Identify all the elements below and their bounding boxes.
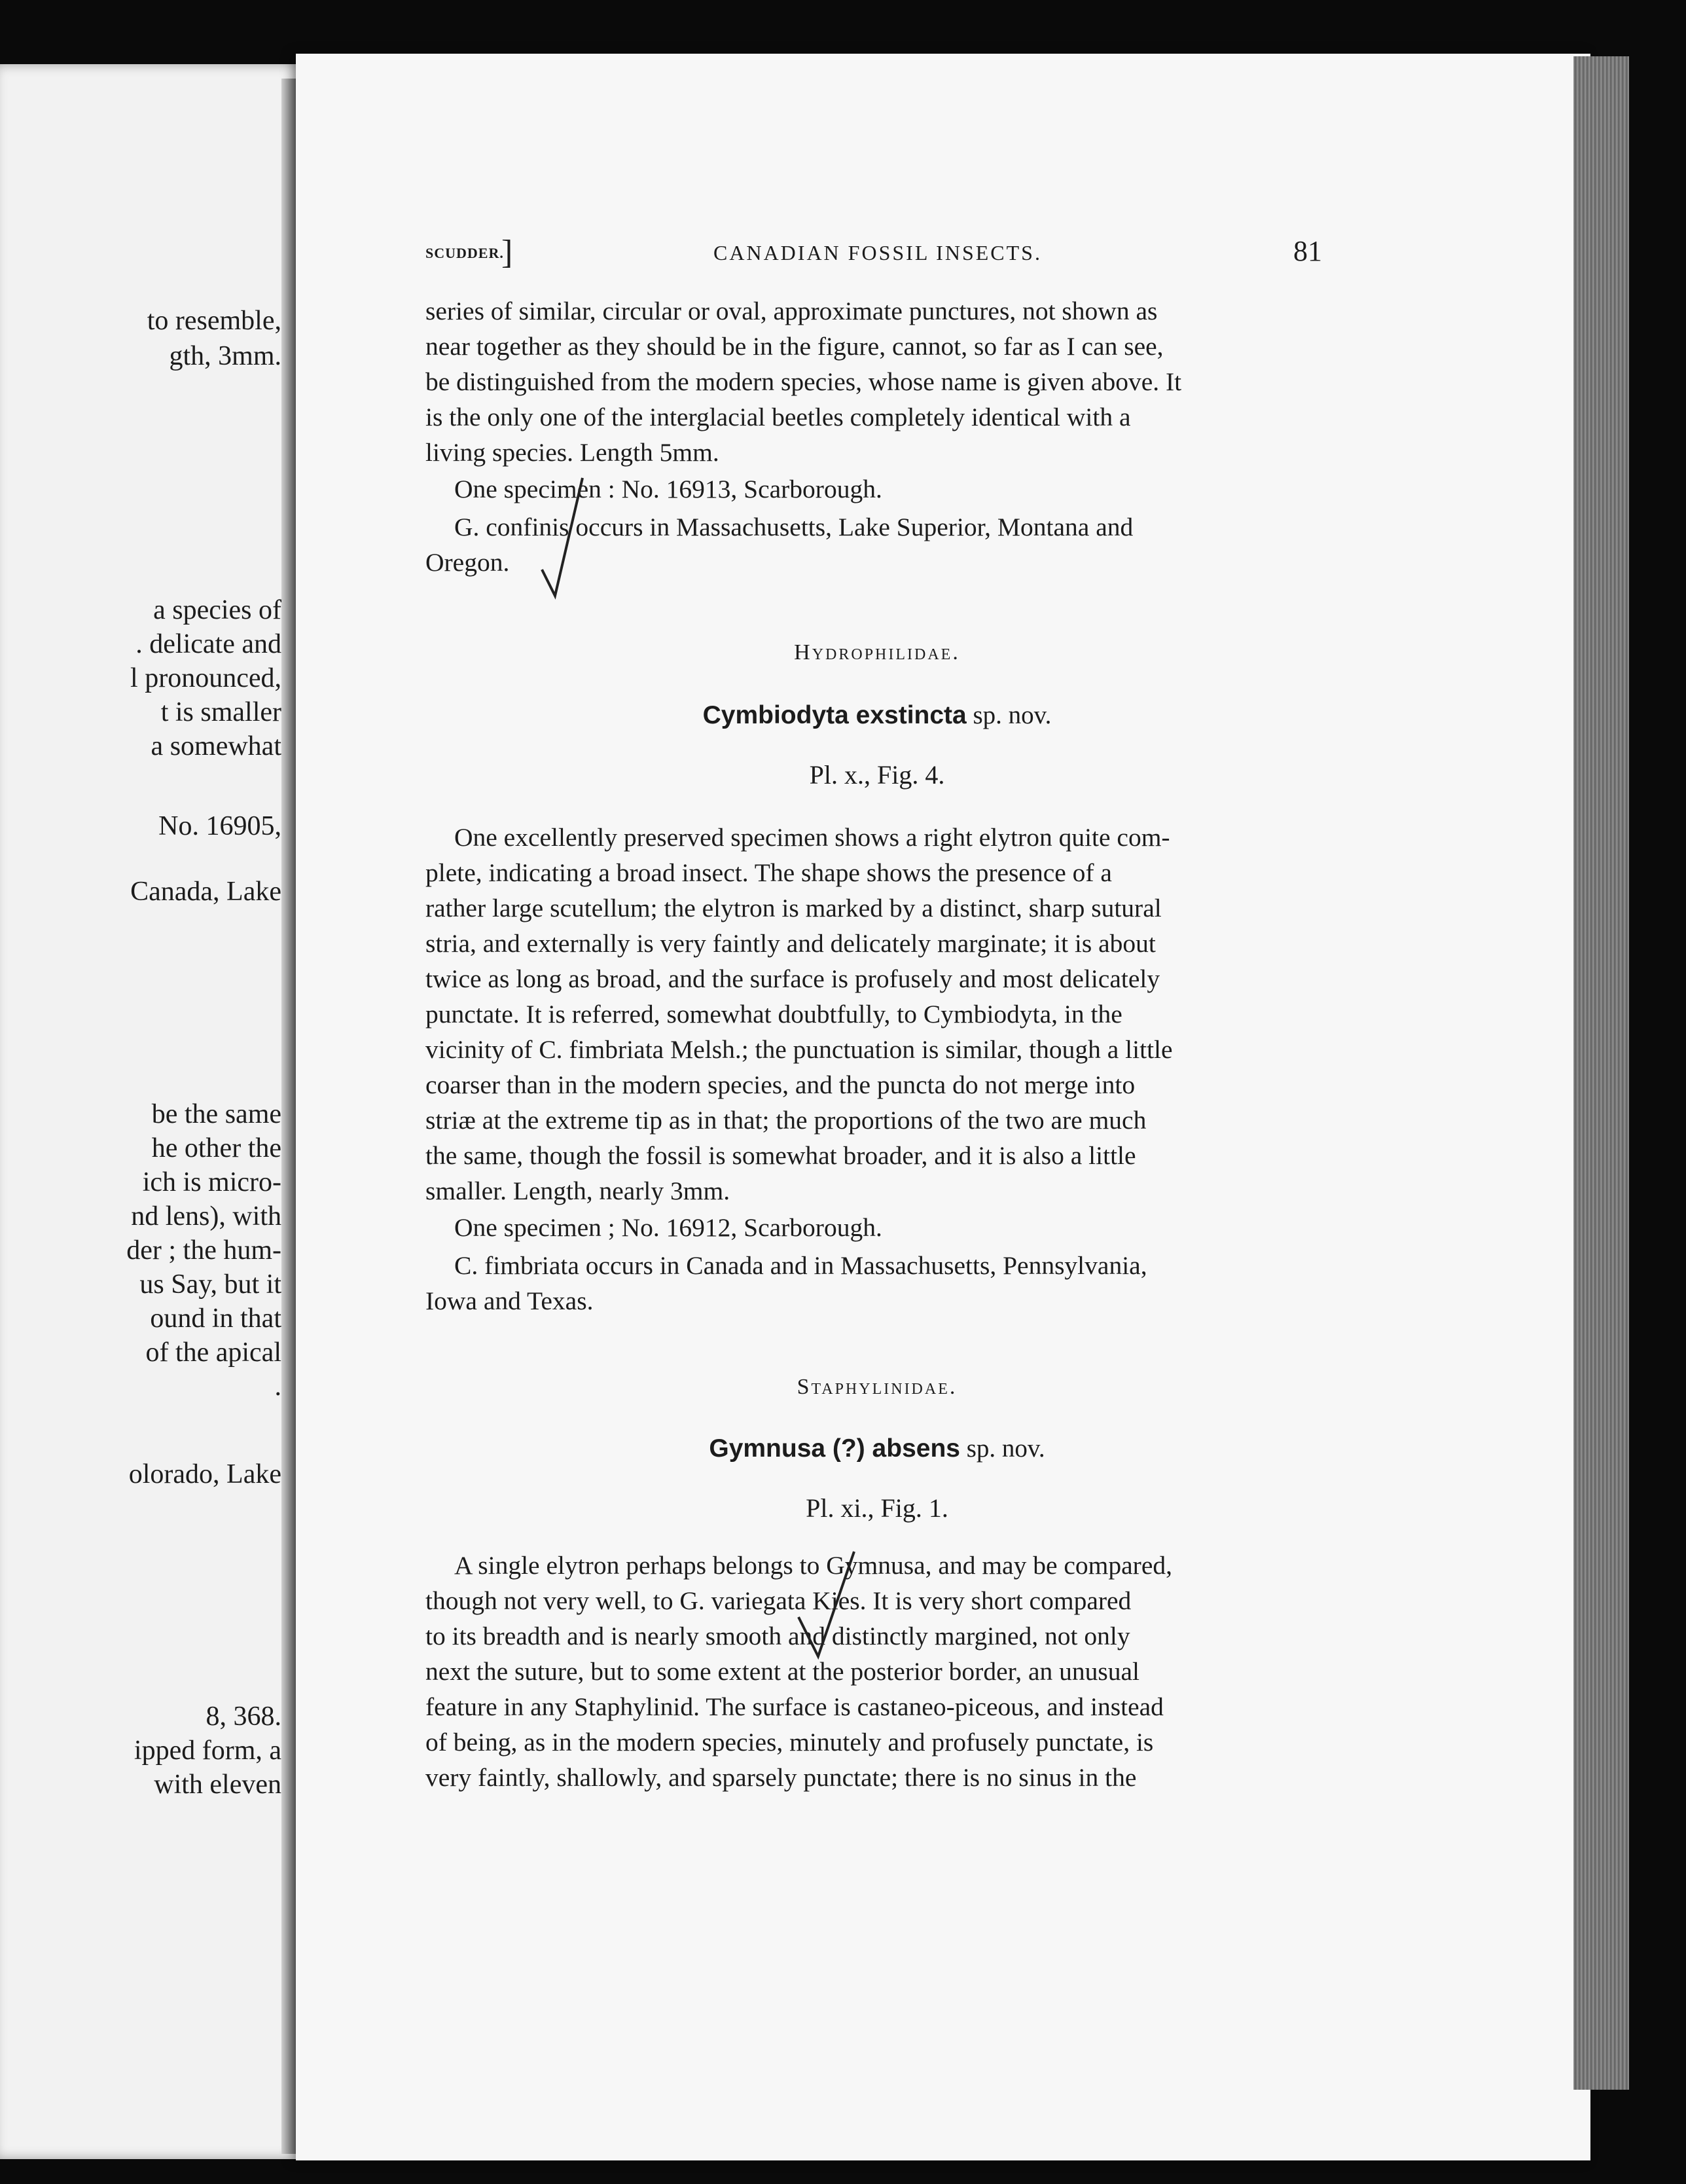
text-line: next the suture, but to some extent at the posterior border, an unusual [425,1657,1139,1686]
left-page-line: No. 16905, [158,811,281,841]
family-heading-hydrophilidae: Hydrophilidae. [794,640,960,664]
text-line: though not very well, to G. variegata Kies. It is very short compared [425,1586,1132,1615]
left-page-line: . delicate and [135,629,281,659]
left-page-line: Canada, Lake [130,877,281,907]
left-page-line: he other the [151,1133,281,1163]
species-suffix: sp. nov. [966,1434,1045,1463]
family-heading-staphylinidae: Staphylinidae. [797,1375,958,1399]
intro-paragraph [425,293,1329,470]
left-page-line: a species of [153,595,281,625]
running-head-bracket: ] [501,234,513,271]
text-line: series of similar, circular or oval, approximate punctures, not shown as [425,297,1158,325]
running-head-author: SCUDDER. [425,245,504,261]
running-head [425,236,1329,275]
left-page-line: olorado, Lake [128,1459,281,1489]
species-name: Cymbiodyta exstincta [702,701,967,729]
left-page-line: with eleven [154,1770,281,1800]
text-line: One specimen : No. 16913, Scarborough. [454,475,882,503]
species-name: Gymnusa (?) absens [709,1434,960,1463]
text-line: smaller. Length, nearly 3mm. [425,1176,730,1205]
plate-reference: Pl. xi., Fig. 1. [806,1493,948,1523]
left-page-line: gth, 3mm. [169,341,281,371]
text-line: punctate. It is referred, somewhat doubtfully, to Cymbiodyta, in the [425,1000,1122,1028]
left-page-line: t is smaller [160,697,281,727]
text-line: living species. Length 5mm. [425,438,719,467]
previous-page [0,64,302,2159]
text-line: G. confinis occurs in Massachusetts, Lake Superior, Montana and [454,513,1134,541]
running-head-title: CANADIAN FOSSIL INSECTS. [713,241,1042,264]
text-line: C. fimbriata occurs in Canada and in Massachusetts, Pennsylvania, [454,1251,1147,1280]
text-line: Oregon. [425,548,510,577]
text-line: feature in any Staphylinid. The surface is castaneo-piceous, and instead [425,1692,1164,1721]
text-line: the same, though the fossil is somewhat broader, and it is also a little [425,1141,1136,1170]
species-suffix: sp. nov. [973,701,1052,729]
text-line: striæ at the extreme tip as in that; the proportions of the two are much [425,1106,1147,1135]
left-page-line: ound in that [150,1303,281,1334]
text-line: Iowa and Texas. [425,1286,594,1315]
text-line: vicinity of C. fimbriata Melsh.; the punctuation is similar, though a little [425,1035,1173,1064]
scan-mark [470,2133,509,2166]
left-page-line: der ; the hum- [126,1235,281,1265]
species-heading-cymbiodyta [425,701,1329,730]
description-paragraph [425,1548,1329,1795]
left-page-line: ipped form, a [134,1736,281,1766]
left-page-line: to resemble, [147,306,281,336]
text-line: is the only one of the interglacial beetles completely identical with a [425,403,1131,431]
page-number: 81 [1293,235,1322,267]
page-edges [1573,56,1629,2090]
left-page-line: . [274,1372,281,1402]
species-heading-gymnusa [425,1434,1329,1463]
section1-specimen [425,1210,1329,1245]
text-line: coarser than in the modern species, and the puncta do not merge into [425,1070,1136,1099]
text-line: stria, and externally is very faintly and delicately marginate; it is about [425,929,1156,958]
section1-occurrence [425,1248,1329,1319]
text-line: to its breadth and is nearly smooth and distinctly margined, not only [425,1622,1130,1650]
left-page-line: be the same [151,1099,281,1129]
left-page-line: of the apical [145,1338,281,1368]
text-line: plete, indicating a broad insect. The shape shows the presence of a [425,858,1112,887]
left-page-line: l pronounced, [130,663,281,693]
text-line: twice as long as broad, and the surface is profusely and most delicately [425,964,1160,993]
pencil-check-mark [537,471,596,602]
text-line: rather large scutellum; the elytron is marked by a distinct, sharp sutural [425,894,1162,922]
text-line: A single elytron perhaps belongs to Gymnusa, and may be compared, [454,1551,1172,1580]
description-paragraph [425,820,1329,1209]
left-page-line: ich is micro- [142,1167,281,1197]
text-line: One excellently preserved specimen shows a right elytron quite com- [454,823,1170,852]
left-page-line: a somewhat [151,731,281,761]
text-line: be distinguished from the modern species, whose name is given above. It [425,367,1182,396]
text-line: near together as they should be in the figure, cannot, so far as I can see, [425,332,1164,361]
left-page-line: nd lens), with [131,1201,281,1231]
text-line: very faintly, shallowly, and sparsely punctate; there is no sinus in the [425,1763,1137,1792]
pencil-check-mark [792,1538,864,1669]
plate-reference: Pl. x., Fig. 4. [809,760,945,790]
left-page-line: 8, 368. [206,1702,281,1732]
left-page-line: us Say, but it [139,1269,281,1300]
text-line: of being, as in the modern species, minutely and profusely punctate, is [425,1728,1154,1756]
text-line: One specimen ; No. 16912, Scarborough. [454,1213,882,1242]
